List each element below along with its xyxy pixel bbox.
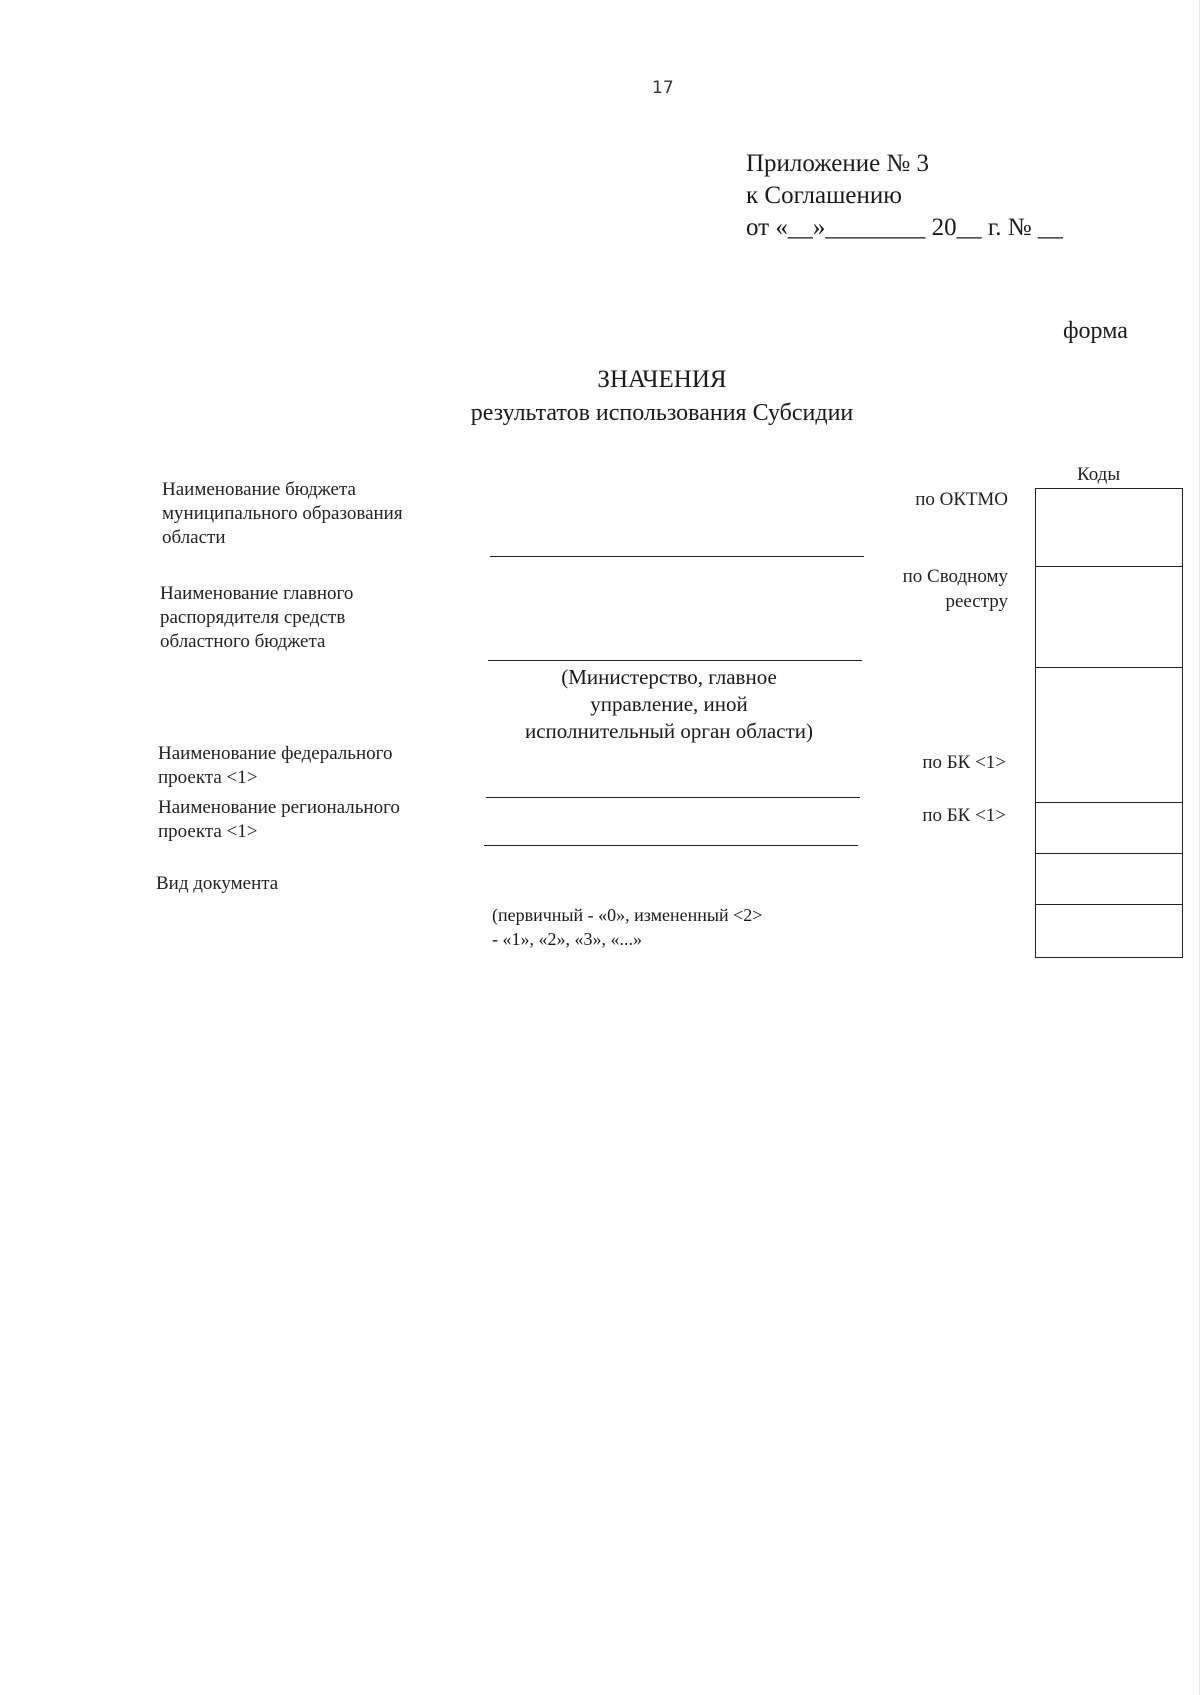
code-cell-bk-1[interactable] <box>1036 667 1182 803</box>
main-manager-field-line[interactable] <box>488 660 862 661</box>
appendix-line-2: к Соглашению <box>746 182 902 209</box>
code-cell-extra[interactable] <box>1036 853 1182 905</box>
budget-name-label: Наименование бюджета муниципального образования области <box>162 479 403 548</box>
appendix-block <box>746 148 1063 244</box>
bk-label-1: по БК <1> <box>922 752 1006 773</box>
regional-project-label: Наименование регионального проекта <1> <box>158 797 400 842</box>
codes-header: Коды <box>1077 464 1121 485</box>
ministry-note: (Министерство, главное управление, иной исполнительный орган области) <box>525 665 813 743</box>
code-cell-bk-2[interactable] <box>1036 802 1182 854</box>
doc-type-label: Вид документа <box>156 873 279 894</box>
federal-project-field-line[interactable] <box>486 797 860 798</box>
code-cell-svodny[interactable] <box>1036 566 1182 668</box>
codes-table <box>1035 488 1183 958</box>
main-manager-label: Наименование главного распорядителя средств областного бюджета <box>160 583 354 652</box>
budget-name-field-line[interactable] <box>490 556 864 557</box>
form-label: форма <box>1063 318 1128 344</box>
bk-label-2: по БК <1> <box>922 805 1006 826</box>
appendix-line-3: от «__»________ 20__ г. № __ <box>746 214 1063 241</box>
page-number: 17 <box>652 78 674 98</box>
svodny-label: по Сводному реестру <box>902 566 1008 612</box>
federal-project-label: Наименование федерального проекта <1> <box>158 743 393 788</box>
doc-type-note: (первичный - «0», измененный <2> - «1», «2», «3», «...» <box>492 905 763 949</box>
code-cell-oktmo[interactable] <box>1036 489 1182 567</box>
document-title: ЗНАЧЕНИЯ <box>597 366 727 393</box>
code-cell-doc-type[interactable] <box>1036 904 1182 957</box>
document-subtitle: результатов использования Субсидии <box>470 400 854 426</box>
regional-project-field-line[interactable] <box>484 845 858 846</box>
appendix-line-1: Приложение № 3 <box>746 150 930 177</box>
oktmo-label: по ОКТМО <box>915 489 1008 510</box>
